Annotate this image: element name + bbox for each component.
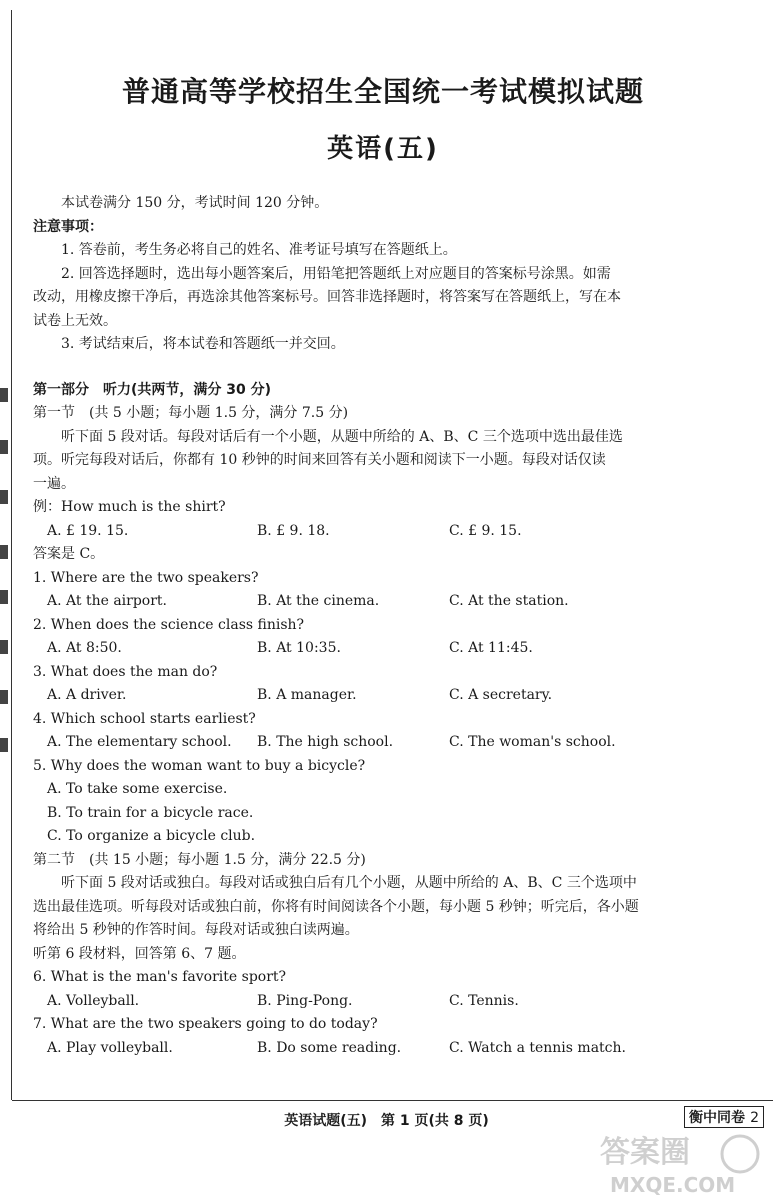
option-c: C. £ 9. 15. [449, 522, 522, 539]
question-3: 3. What does the man do? [33, 663, 218, 680]
option-a: A. At the airport. [47, 593, 168, 609]
watermark-logo [540, 1128, 770, 1198]
note-item: 试卷上无效。 [33, 312, 117, 329]
option-a: A. Play volleyball. [47, 1039, 173, 1056]
binding-mark [0, 690, 8, 704]
option-b: B. Ping-Pong. [257, 992, 353, 1009]
option-c: C. Watch a tennis match. [449, 1039, 626, 1056]
note-item: 2. 回答选择题时，选出每小题答案后，用铅笔把答题纸上对应题目的答案标号涂黑。如需 [61, 265, 611, 282]
note-item: 改动，用橡皮擦干净后，再选涂其他答案标号。回答非选择题时，将答案写在答题纸上，写在本 [33, 289, 621, 305]
option-a: A. The elementary school. [47, 734, 232, 750]
note-item: 1. 答卷前，考生务必将自己的姓名、准考证号填写在答题纸上。 [61, 242, 457, 258]
exam-page [33, 0, 736, 1200]
example-options [33, 520, 733, 544]
option-a: A. To take some exercise. [47, 781, 228, 797]
option-b: B. To train for a bicycle race. [47, 804, 254, 821]
binding-mark [0, 490, 8, 504]
brand-number: 2 [750, 1110, 759, 1126]
question-5: 5. Why does the woman want to buy a bicycle? [33, 757, 366, 774]
footer-page-info: 英语试题(五) 第 1 页(共 8 页) [284, 1113, 489, 1129]
question-4-options [33, 731, 733, 755]
brand-label [684, 1106, 764, 1128]
option-c: C. At 11:45. [449, 640, 533, 656]
binding-mark [0, 738, 8, 752]
part1-heading: 第一部分 听力(共两节，满分 30 分) [33, 381, 272, 398]
question-6-options [33, 990, 733, 1014]
question-6: 6. What is the man's favorite sport? [33, 969, 287, 985]
option-b: B. The high school. [257, 734, 394, 750]
option-b: B. Do some reading. [257, 1039, 402, 1056]
exam-intro: 本试卷满分 150 分，考试时间 120 分钟。 [61, 195, 329, 211]
option-a: A. At 8:50. [47, 640, 122, 656]
section1-heading: 第一节 (共 5 小题；每小题 1.5 分，满分 7.5 分) [33, 405, 349, 421]
question-1: 1. Where are the two speakers? [33, 569, 259, 586]
binding-mark [0, 640, 8, 654]
binding-mark [0, 440, 8, 454]
question-2-options [33, 637, 733, 661]
notes-heading: 注意事项： [33, 218, 103, 235]
brand-text: 衡中同卷 [689, 1110, 745, 1126]
question-4: 4. Which school starts earliest? [33, 710, 256, 727]
option-a: A. A driver. [47, 687, 127, 703]
section2-instruction: 将给出 5 秒钟的作答时间。每段对话或独白读两遍。 [33, 922, 359, 938]
question-7-options [33, 1037, 733, 1061]
option-a: A. £ 19. 15. [47, 522, 129, 539]
exam-body [33, 192, 733, 1060]
section2-instruction: 选出最佳选项。听每段对话或独白前，你将有时间阅读各个小题，每小题 5 秒钟；听完后，各小题 [33, 898, 639, 915]
option-c: C. A secretary. [449, 687, 553, 703]
section1-instruction: 项。听完每段对话后，你都有 10 秒钟的时间来回答有关小题和阅读下一小题。每段对话仅读 [33, 452, 606, 468]
watermark-text-main: 答案圈 [600, 1135, 690, 1170]
exam-subtitle: 英语(五) [327, 134, 439, 164]
option-c: C. To organize a bicycle club. [47, 828, 256, 844]
example-answer: 答案是 C。 [33, 546, 105, 562]
question-7: 7. What are the two speakers going to do today? [33, 1016, 378, 1032]
section1-instruction: 听下面 5 段对话。每段对话后有一个小题，从题中所给的 A、B、C 三个选项中选出最佳选 [61, 428, 623, 445]
example-question: 例：How much is the shirt? [33, 499, 226, 515]
section2-instruction: 听下面 5 段对话或独白。每段对话或独白后有几个小题，从题中所给的 A、B、C 三个选项中 [61, 875, 637, 891]
question-1-options [33, 590, 733, 614]
option-b: B. A manager. [257, 687, 357, 703]
option-c: C. The woman's school. [449, 734, 616, 750]
note-item: 3. 考试结束后，将本试卷和答题纸一并交回。 [61, 336, 345, 352]
option-b: B. £ 9. 18. [257, 522, 330, 539]
option-a: A. Volleyball. [47, 992, 140, 1009]
material-note: 听第 6 段材料，回答第 6、7 题。 [33, 945, 246, 962]
watermark-text-site: MXQE.COM [610, 1173, 736, 1197]
option-c: C. Tennis. [449, 992, 519, 1009]
option-b: B. At 10:35. [257, 640, 341, 656]
option-c: C. At the station. [449, 593, 569, 609]
section2-heading: 第二节 (共 15 小题；每小题 1.5 分，满分 22.5 分) [33, 851, 366, 868]
exam-title: 普通高等学校招生全国统一考试模拟试题 [121, 75, 644, 108]
option-b: B. At the cinema. [257, 593, 380, 609]
question-2: 2. When does the science class finish? [33, 616, 305, 633]
binding-mark [0, 388, 8, 402]
question-3-options [33, 684, 733, 708]
binding-mark [0, 545, 8, 559]
footer-divider [12, 1100, 773, 1101]
section1-instruction: 一遍。 [33, 475, 75, 492]
binding-line [11, 10, 12, 1100]
binding-mark [0, 590, 8, 604]
